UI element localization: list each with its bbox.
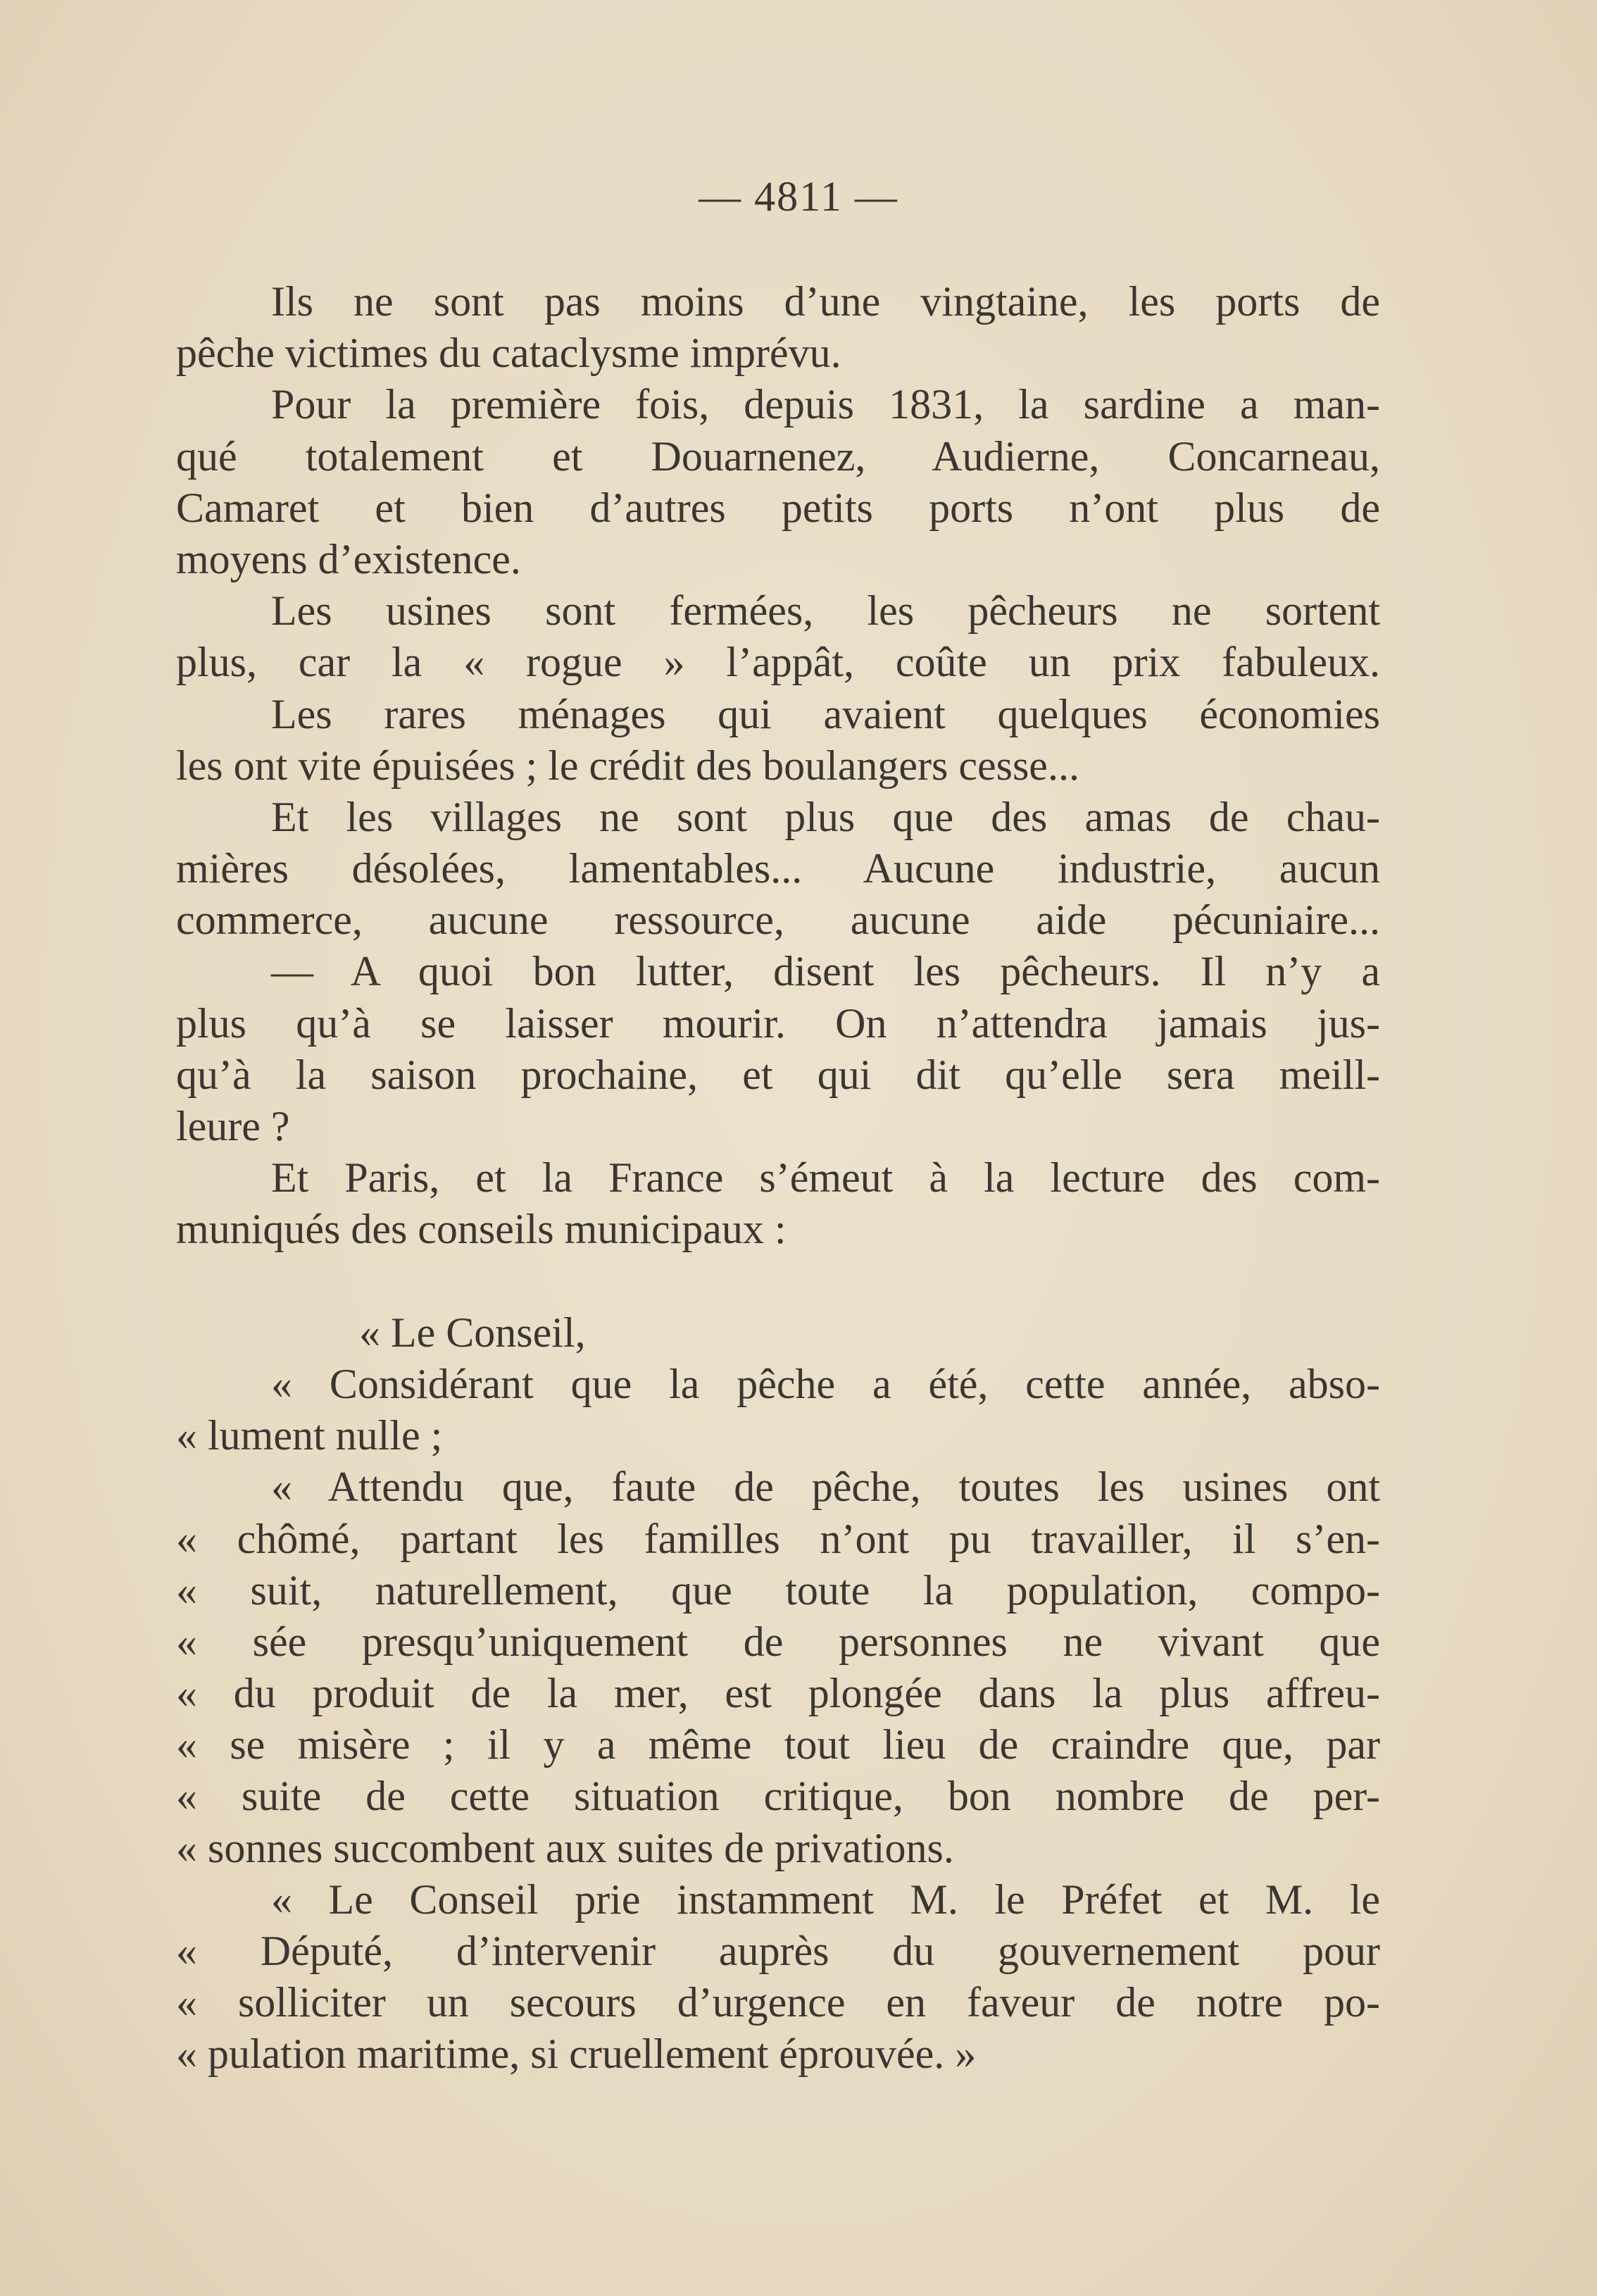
text-line: plus qu’à se laisser mourir. On n’attendra jamais jus- — [176, 999, 1380, 1047]
blank-line — [176, 1256, 1380, 1307]
text-line: « Le Conseil prie instamment M. le Préfet et M. le — [271, 1876, 1380, 1923]
text-line: muniqués des conseils municipaux : — [176, 1206, 787, 1253]
text-line: « sée presqu’uniquement de personnes ne vivant que — [176, 1618, 1380, 1665]
page-number: — 4811 — — [699, 173, 898, 220]
text-line: Camaret et bien d’autres petits ports n’ont plus de — [176, 484, 1380, 531]
text-line: « se misère ; il y a même tout lieu de craindre que, par — [176, 1721, 1380, 1768]
text-line: moyens d’existence. — [176, 535, 521, 582]
text-line: leure ? — [176, 1103, 290, 1149]
text-line: Et Paris, et la France s’émeut à la lecture des com- — [271, 1154, 1380, 1202]
text-line: Les rares ménages qui avaient quelques économies — [271, 690, 1380, 737]
text-line: les ont vite épuisées ; le crédit des boulangers cesse... — [176, 742, 1079, 789]
text-line: « Considérant que la pêche a été, cette année, abso- — [271, 1360, 1380, 1407]
text-line: Ils ne sont pas moins d’une vingtaine, les ports de — [271, 278, 1380, 325]
text-line: pêche victimes du cataclysme imprévu. — [176, 330, 841, 377]
text-line: qu’à la saison prochaine, et qui dit qu’elle sera meill- — [176, 1051, 1380, 1098]
text-line: — A quoi bon lutter, disent les pêcheurs. Il n’y a — [271, 948, 1380, 995]
text-line: « suit, naturellement, que toute la population, compo- — [176, 1566, 1380, 1614]
text-line: « lument nulle ; — [176, 1412, 443, 1459]
text-line: « Attendu que, faute de pêche, toutes les usines ont — [271, 1464, 1380, 1511]
text-line: « du produit de la mer, est plongée dans la plus affreu- — [176, 1670, 1380, 1717]
text-line: mières désolées, lamentables... Aucune industrie, aucun — [176, 845, 1380, 892]
text-line: « sonnes succombent aux suites de privations. — [176, 1824, 954, 1871]
text-line: plus, car la « rogue » l’appât, coûte un prix fabuleux. — [176, 639, 1380, 686]
text-line: « Député, d’intervenir auprès du gouvernement pour — [176, 1928, 1380, 1974]
text-line: commerce, aucune ressource, aucune aide pécuniaire... — [176, 897, 1380, 944]
text-line: « solliciter un secours d’urgence en faveur de notre po- — [176, 1979, 1380, 2026]
text-line: « Le Conseil, — [359, 1309, 586, 1356]
text-line: « chômé, partant les familles n’ont pu travailler, il s’en- — [176, 1515, 1380, 1562]
text-line: « suite de cette situation critique, bon nombre de per- — [176, 1773, 1380, 1820]
text-line: Pour la première fois, depuis 1831, la sardine a man- — [271, 381, 1380, 428]
text-line: Et les villages ne sont plus que des amas de chau- — [271, 793, 1380, 840]
text-line: Les usines sont fermées, les pêcheurs ne sortent — [271, 587, 1380, 635]
text-line: qué totalement et Douarnenez, Audierne, Concarneau, — [176, 432, 1380, 480]
text-line: « pulation maritime, si cruellement éprouvée. » — [176, 2030, 977, 2078]
body-text — [176, 276, 1380, 2080]
